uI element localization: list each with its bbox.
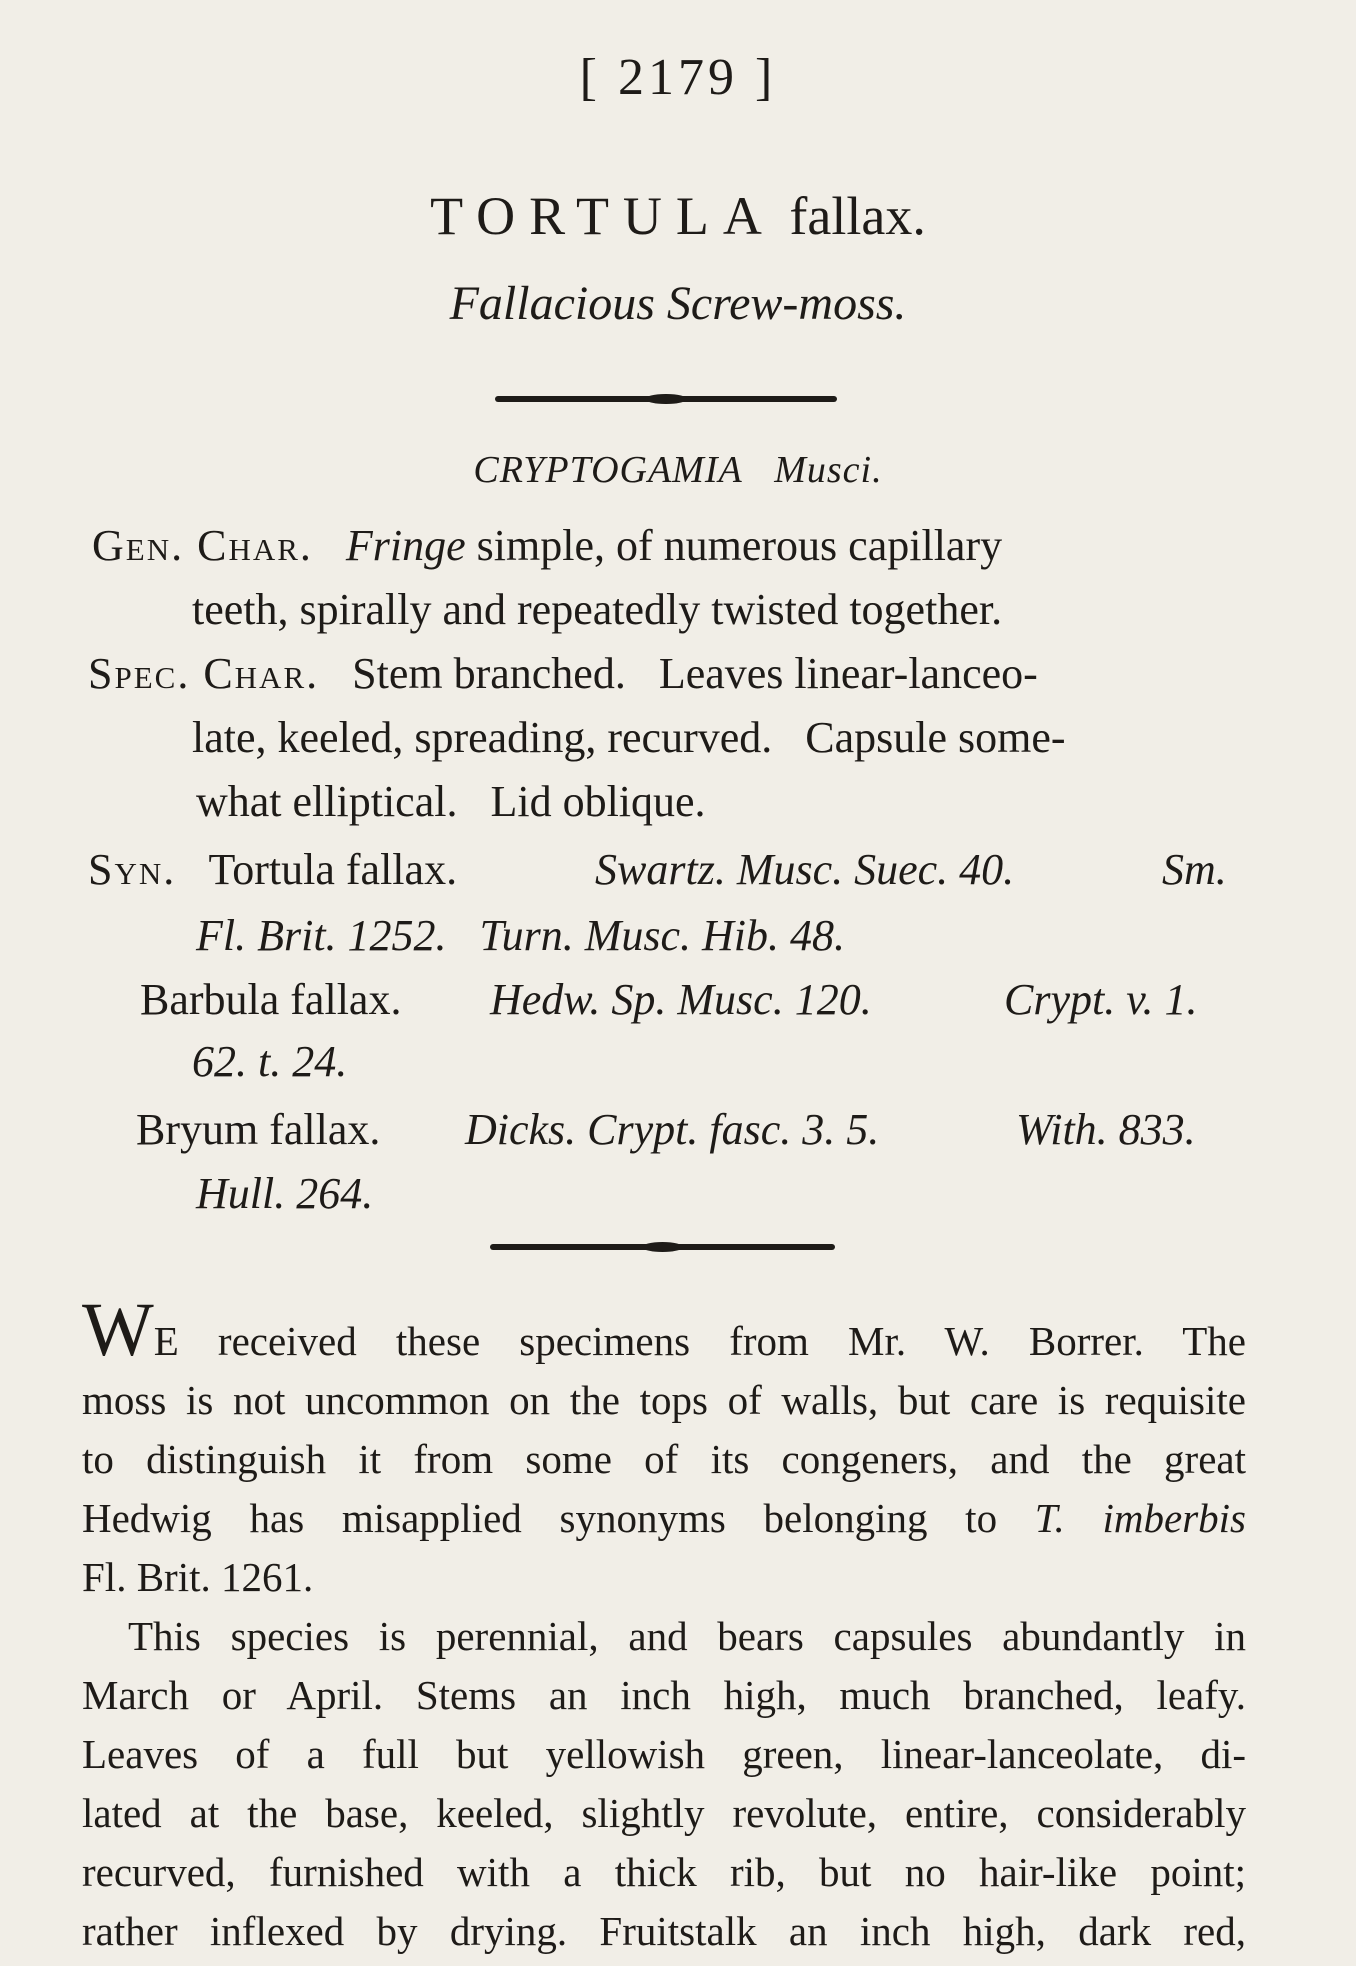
body-text — [82, 1288, 1246, 1961]
para1-line2: moss is not uncommon on the tops of walls, but care is requisite — [82, 1377, 1246, 1423]
drop-cap: W — [82, 1288, 154, 1372]
syn2-ref2: Crypt. v. 1. — [1004, 975, 1198, 1024]
gen-char-line2: teeth, spirally and repeatedly twisted together. — [192, 585, 1003, 634]
para2-line4: lated at the base, keeled, slightly revolute, entire, considerably — [82, 1790, 1246, 1836]
para1-line5: Fl. Brit. 1261. — [82, 1554, 314, 1600]
para2-line1: This species is perennial, and bears capsules abundantly in — [128, 1613, 1246, 1659]
para2-line5: recurved, furnished with a thick rib, but no hair-like point; — [82, 1849, 1246, 1895]
para2-line3: Leaves of a full but yellowish green, linear-lanceolate, di- — [82, 1731, 1246, 1777]
syn1-line2: Fl. Brit. 1252. Turn. Musc. Hib. 48. — [196, 911, 846, 960]
syn1-ref2: Sm. — [1162, 845, 1227, 894]
para1-line1: WE received these specimens from Mr. W. Borrer. The — [82, 1288, 1246, 1372]
paragraph-1 — [82, 1288, 1246, 1607]
divider-top — [495, 396, 837, 402]
syn3-name: Bryum fallax. — [136, 1105, 381, 1154]
page-title — [0, 185, 1356, 247]
spec-char-line2: late, keeled, spreading, recurved. Capsule some- — [192, 713, 1066, 762]
gen-char-line1 — [92, 514, 1002, 578]
spec-char-label: Spec. Char. — [88, 649, 320, 698]
syn3-ref: Dicks. Crypt. fasc. 3. 5. — [465, 1105, 880, 1154]
page-number: [ 2179 ] — [579, 49, 777, 106]
gen-char-fringe: Fringe — [345, 521, 466, 570]
gen-char-label: Gen. Char. — [92, 521, 313, 570]
spec-char-line3: what elliptical. Lid oblique. — [196, 777, 706, 826]
gen-char-text1: simple, of numerous capillary — [465, 521, 1003, 570]
syn-label: Syn. — [88, 845, 177, 894]
divider-bottom — [490, 1244, 835, 1250]
syn2-line2: 62. t. 24. — [192, 1037, 348, 1086]
spec-char-text1: Stem branched. Leaves linear-lanceo- — [352, 649, 1038, 698]
order-name: Musci. — [774, 449, 883, 491]
syn1-name: Tortula fallax. — [208, 845, 458, 894]
para1-line3: to distinguish it from some of its congeners, and the great — [82, 1436, 1246, 1482]
syn3-line2: Hull. 264. — [196, 1169, 374, 1218]
syn1-ref: Swartz. Musc. Suec. 40. — [595, 845, 1015, 894]
para2-line6: rather inflexed by drying. Fruitstalk an inch high, dark red, — [82, 1908, 1246, 1954]
syn-label-line — [88, 838, 457, 902]
syn2-name: Barbula fallax. — [140, 975, 402, 1024]
class-name: CRYPTOGAMIA — [473, 449, 743, 491]
common-name: Fallacious Screw-moss. — [449, 277, 907, 330]
title-genus: TORTULA — [430, 186, 776, 246]
classification — [0, 448, 1356, 492]
para1-line4: Hedwig has misapplied synonyms belonging to T. imberbis — [82, 1495, 1246, 1541]
spec-char-line1 — [88, 642, 1038, 706]
para2-line2: March or April. Stems an inch high, much branched, leafy. — [82, 1672, 1246, 1718]
title-species: fallax. — [789, 186, 926, 246]
syn3-ref2: With. 833. — [1016, 1105, 1196, 1154]
syn2-ref: Hedw. Sp. Musc. 120. — [490, 975, 872, 1024]
paragraph-2 — [82, 1607, 1246, 1961]
